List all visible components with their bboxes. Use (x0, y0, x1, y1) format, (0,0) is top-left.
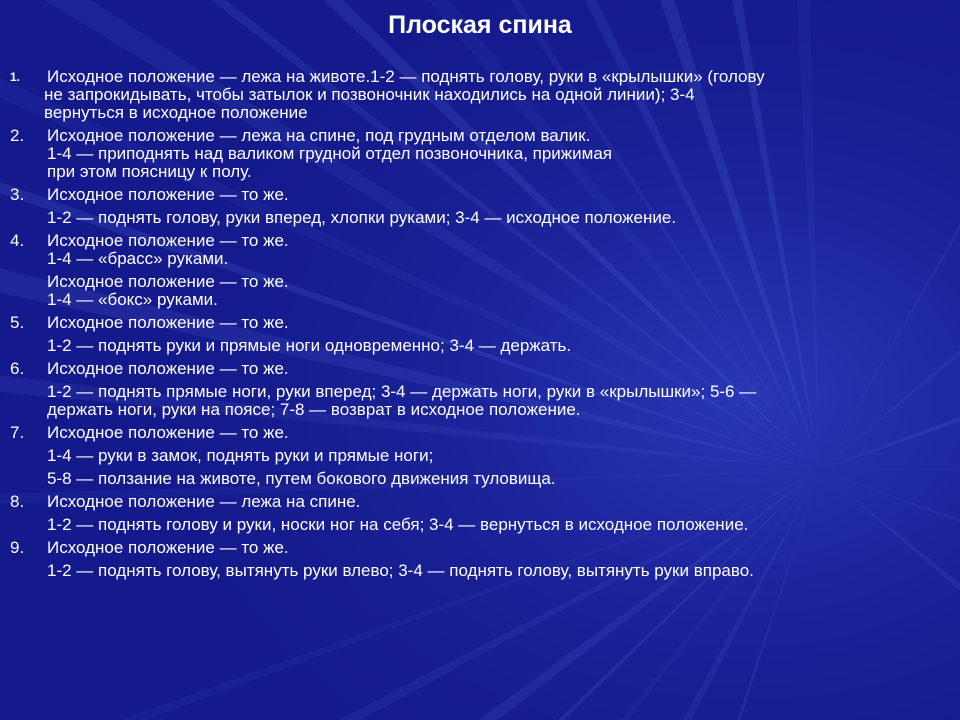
exercise-number: 9. (10, 538, 25, 557)
exercise-step: 5-8 — ползание на животе, путем бокового движения туловища. (47, 469, 556, 488)
exercise-step: 1-4 — руки в замок, поднять руки и прямые ноги; (47, 446, 434, 465)
exercise-line: Исходное положение — то же. (47, 231, 289, 250)
exercise-item (10, 186, 945, 204)
exercise-line: Исходное положение — то же. (47, 185, 289, 204)
exercise-block (10, 539, 945, 557)
exercise-step: 1-2 — поднять голову и руки, носки ног на себя; 3-4 — вернуться в исходное положение. (47, 515, 749, 534)
exercise-block (10, 186, 945, 204)
exercise-text (44, 67, 945, 122)
exercise-line: Исходное положение — лежа на спине. (47, 492, 361, 511)
exercise-item (10, 360, 945, 378)
exercise-number: 2. (10, 126, 25, 145)
exercise-step: 1-2 — поднять руки и прямые ноги одновременно; 3-4 — держать. (47, 336, 572, 355)
exercise-line: Исходное положение — лежа на животе.1-2 — поднять голову, руки в «крылышки» (голову (47, 67, 765, 86)
exercise-item (10, 232, 945, 268)
exercise-block (10, 127, 945, 181)
exercise-line: Исходное положение — то же. (47, 538, 289, 557)
exercise-item (10, 68, 945, 122)
exercise-number: 5. (10, 313, 25, 332)
exercise-text (47, 360, 945, 378)
exercise-step: 1-2 — поднять голову, руки вперед, хлопки руками; 3-4 — исходное положение. (47, 208, 677, 227)
exercise-block (10, 273, 945, 309)
exercise-list (10, 68, 945, 580)
exercise-line: Исходное положение — то же. (47, 359, 289, 378)
exercise-number: 1. (10, 70, 21, 84)
exercise-block (10, 314, 945, 332)
exercise-block (10, 337, 945, 355)
exercise-text (47, 493, 945, 511)
exercise-block (10, 470, 945, 488)
exercise-line: Исходное положение — то же. (47, 313, 289, 332)
exercise-text (47, 186, 945, 204)
exercise-block (10, 383, 945, 419)
exercise-block (10, 562, 945, 580)
exercise-block (10, 447, 945, 465)
exercise-step: 1-2 — поднять голову, вытянуть руки влево; 3-4 — поднять голову, вытянуть руки вправо. (47, 561, 754, 580)
exercise-text (47, 314, 945, 332)
slide-title: Плоская спина (388, 11, 572, 39)
exercise-number: 3. (10, 185, 25, 204)
exercise-number: 6. (10, 359, 25, 378)
exercise-number: 4. (10, 231, 25, 250)
exercise-line: не запрокидывать, чтобы затылок и позвоночник находились на одной линии); 3-4 (44, 85, 695, 104)
exercise-step: держать ноги, руки на поясе; 7-8 — возврат в исходное положение. (47, 400, 581, 419)
exercise-line: 1-4 — «брасс» руками. (47, 249, 229, 268)
exercise-block (10, 360, 945, 378)
exercise-item (10, 314, 945, 332)
exercise-line: 1-4 — приподнять над валиком грудной отдел позвоночника, прижимая (47, 144, 613, 163)
exercise-step: 1-2 — поднять прямые ноги, руки вперед; 3-4 — держать ноги, руки в «крылышки»; 5-6 — (47, 382, 757, 401)
exercise-block (10, 209, 945, 227)
exercise-block (10, 232, 945, 268)
exercise-block (10, 493, 945, 511)
exercise-text (47, 424, 945, 442)
exercise-item (10, 127, 945, 181)
exercise-block (10, 516, 945, 534)
exercise-item (10, 424, 945, 442)
exercise-block (10, 68, 945, 122)
exercise-number: 7. (10, 423, 25, 442)
exercise-number: 8. (10, 492, 25, 511)
exercise-block (10, 424, 945, 442)
exercise-item (10, 539, 945, 557)
exercise-text (47, 232, 945, 268)
exercise-line: вернуться в исходное положение (44, 103, 308, 122)
exercise-line: Исходное положение — лежа на спине, под грудным отделом валик. (47, 126, 591, 145)
exercise-step: Исходное положение — то же. (47, 272, 289, 291)
exercise-step: 1-4 — «бокс» руками. (47, 290, 218, 309)
exercise-line: Исходное положение — то же. (47, 423, 289, 442)
exercise-line: при этом поясницу к полу. (47, 162, 252, 181)
exercise-text (47, 539, 945, 557)
exercise-item (10, 493, 945, 511)
exercise-text (47, 127, 945, 181)
